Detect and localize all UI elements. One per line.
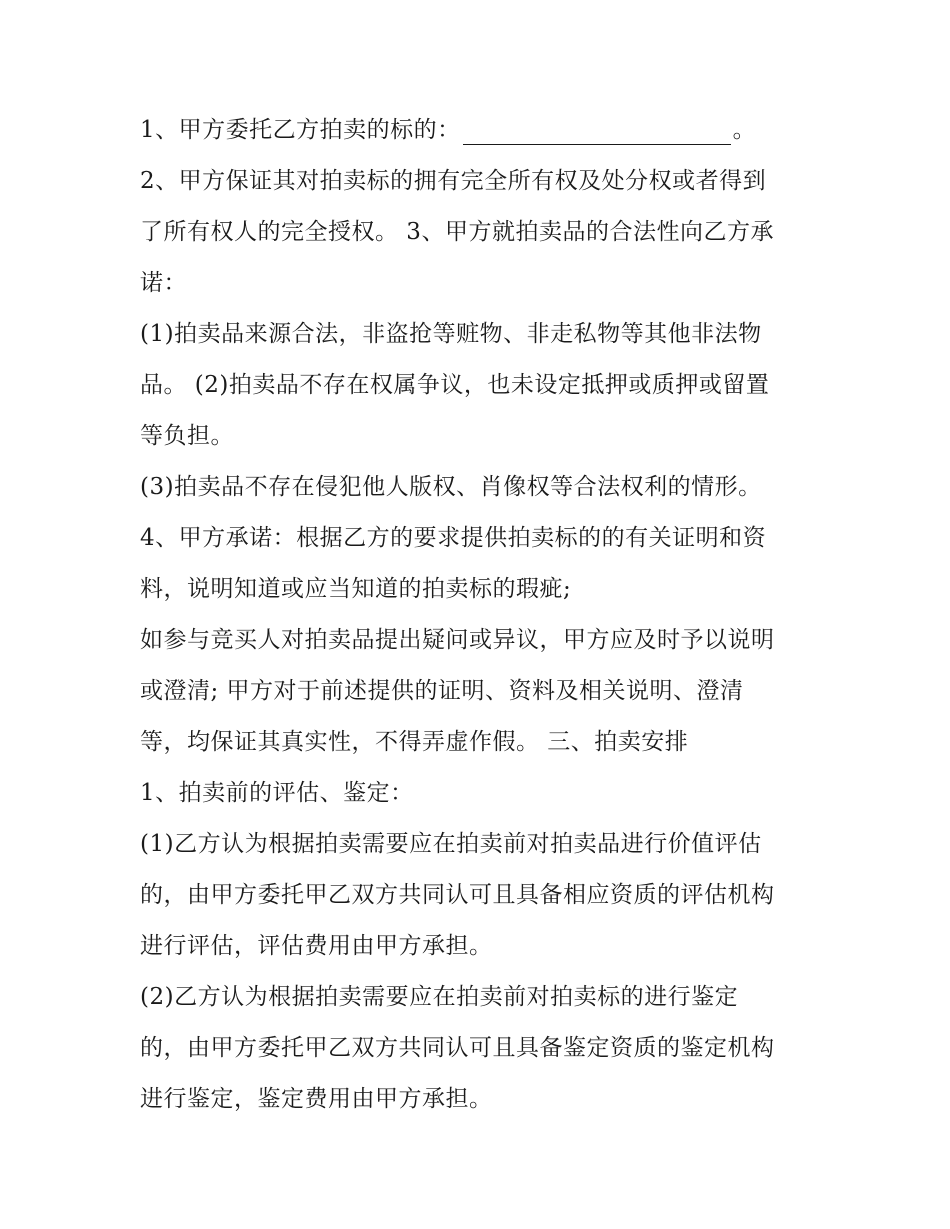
text-line: 等，均保证其真实性，不得弄虚作假。 三、拍卖安排	[140, 729, 689, 755]
line-suffix: 。	[732, 117, 757, 143]
text-line: (1)乙方认为根据拍卖需要应在拍卖前对拍卖品进行价值评估	[140, 831, 762, 857]
text-line: 1、拍卖前的评估、鉴定：	[140, 780, 414, 806]
text-line: 料，说明知道或应当知道的拍卖标的瑕疵;	[140, 576, 572, 602]
text-line: 等负担。	[140, 423, 234, 449]
text-line: (3)拍卖品不存在侵犯他人版权、肖像权等合法权利的情形。	[140, 474, 762, 500]
text-line: 的，由甲方委托甲乙双方共同认可且具备相应资质的评估机构	[140, 882, 775, 908]
text-line: (1)拍卖品来源合法，非盗抢等赃物、非走私物等其他非法物	[140, 321, 762, 347]
text-line: 的，由甲方委托甲乙双方共同认可且具备鉴定资质的鉴定机构	[140, 1035, 775, 1061]
text-line: 诺：	[140, 270, 187, 296]
fill-in-blank	[463, 122, 731, 145]
text-line: 进行鉴定，鉴定费用由甲方承担。	[140, 1086, 493, 1112]
text-line: 4、甲方承诺：根据乙方的要求提供拍卖标的的有关证明和资	[140, 525, 767, 551]
text-line: 品。 (2)拍卖品不存在权属争议，也未设定抵押或质押或留置	[140, 372, 770, 398]
text-line: 或澄清; 甲方对于前述提供的证明、资料及相关说明、澄清	[140, 678, 744, 704]
text-line: 2、甲方保证其对拍卖标的拥有完全所有权及处分权或者得到	[140, 168, 767, 194]
text-line: 进行评估，评估费用由甲方承担。	[140, 933, 493, 959]
text-line	[140, 115, 756, 145]
text-line: 如参与竞买人对拍卖品提出疑问或异议，甲方应及时予以说明	[140, 627, 775, 653]
text-line: 了所有权人的完全授权。 3、甲方就拍卖品的合法性向乙方承	[140, 219, 774, 245]
line-text: 1、甲方委托乙方拍卖的标的：	[140, 117, 461, 143]
text-line: (2)乙方认为根据拍卖需要应在拍卖前对拍卖标的进行鉴定	[140, 984, 739, 1010]
